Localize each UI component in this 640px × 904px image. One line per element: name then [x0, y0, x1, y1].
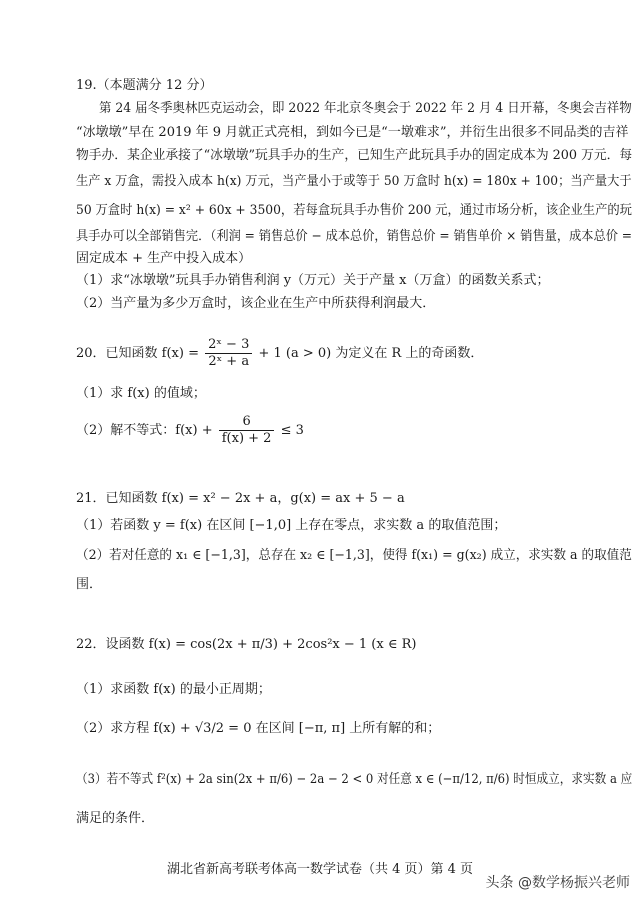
watermark: 头条 @数学杨振兴老师: [485, 875, 630, 891]
q19-part-2: （2）当产量为多少万盒时，该企业在生产中所获得利润最大．: [76, 296, 436, 311]
q22-part-3-line-2: 满足的条件．: [76, 811, 155, 826]
page-footer: 湖北省新高考联考体高一数学试卷（共 4 页）第 4 页: [166, 862, 474, 877]
q21-part-1: （1）若函数 y = f(x) 在区间 [−1,0] 上存在零点，求实数 a 的取值范围；: [76, 518, 507, 533]
q22-part-3-line-1: （3）若不等式 f²(x) + 2a sin(2x + π/6) − 2a − 2 < 0 对任意 x ∈ (−π/12, π/6) 时恒成立，求实数 a 应: [76, 772, 633, 787]
q22-statement: 22．设函数 f(x) = cos(2x + π/3) + 2cos²x − 1 (x ∈ R): [76, 637, 417, 652]
q19-line-7: 固定成本 + 生产中投入成本）: [76, 251, 252, 266]
q22-part-1: （1）求函数 f(x) 的最小正周期；: [76, 682, 271, 697]
q20-part-2-numerator: 6: [219, 414, 275, 431]
q20-fraction-denominator: 2ˣ + a: [208, 354, 250, 369]
q19-line-6: 具手办可以全部销售完．（利润 = 销售总价 − 成本总价，销售总价 = 销售单价 × 销售量，成本总价 =: [76, 229, 633, 244]
q19-line-4: 生产 x 万盒，需投入成本 h(x) 万元，当产量小于或等于 50 万盒时 h(x) = 180x + 100；当产量大于: [76, 174, 632, 189]
q19-line-5: 50 万盒时 h(x) = x² + 60x + 3500，若每盒玩具手办售价 200 元，通过市场分析，该企业生产的玩: [76, 203, 632, 218]
q19-header: 19.（本题满分 12 分）: [76, 78, 213, 93]
q20-statement: [76, 336, 483, 372]
q20-part-1: （1）求 f(x) 的值域；: [76, 386, 206, 401]
q19-part-1: （1）求“冰墩墩”玩具手办销售利润 y（万元）关于产量 x（万盒）的函数关系式；: [76, 273, 550, 288]
q20-part-2-tail: ≤ 3: [280, 423, 304, 438]
q19-line-2: “冰墩墩”早在 2019 年 9 月就正式亮相，到如今已是“一墩难求”，并衍生出很多不同品类的吉祥: [76, 125, 629, 140]
q19-line-3: 物手办．某企业承接了“冰墩墩”玩具手办的生产，已知生产此玩具手办的固定成本为 200 万元．每: [76, 148, 633, 163]
q20-part-2: [76, 413, 304, 449]
q19-line-1: 第 24 届冬季奥林匹克运动会，即 2022 年北京冬奥会于 2022 年 2 月 4 日开幕，冬奥会吉祥物: [99, 101, 632, 116]
q20-fraction-numerator: 2ˣ − 3: [205, 337, 252, 354]
q20-part-2-denominator: f(x) + 2: [221, 431, 272, 446]
q20-fraction: [205, 337, 252, 370]
q22-part-2: （2）求方程 f(x) + √3/2 = 0 在区间 [−π, π] 上所有解的和；: [76, 721, 441, 736]
q21-part-2-line-2: 围．: [76, 577, 103, 592]
q20-part-2-fraction: [219, 414, 275, 447]
q20-intro: 20．已知函数 f(x) =: [76, 346, 199, 361]
q20-rest: + 1 (a > 0) 为定义在 R 上的奇函数．: [258, 346, 484, 361]
q21-part-2-line-1: （2）若对任意的 x₁ ∈ [−1,3]，总存在 x₂ ∈ [−1,3]，使得 f(x₁) = g(x₂) 成立，求实数 a 的取值范: [76, 548, 632, 563]
q21-statement: 21．已知函数 f(x) = x² − 2x + a，g(x) = ax + 5 − a: [76, 491, 405, 506]
q20-part-2-lead: （2）解不等式：f(x) +: [76, 423, 213, 438]
